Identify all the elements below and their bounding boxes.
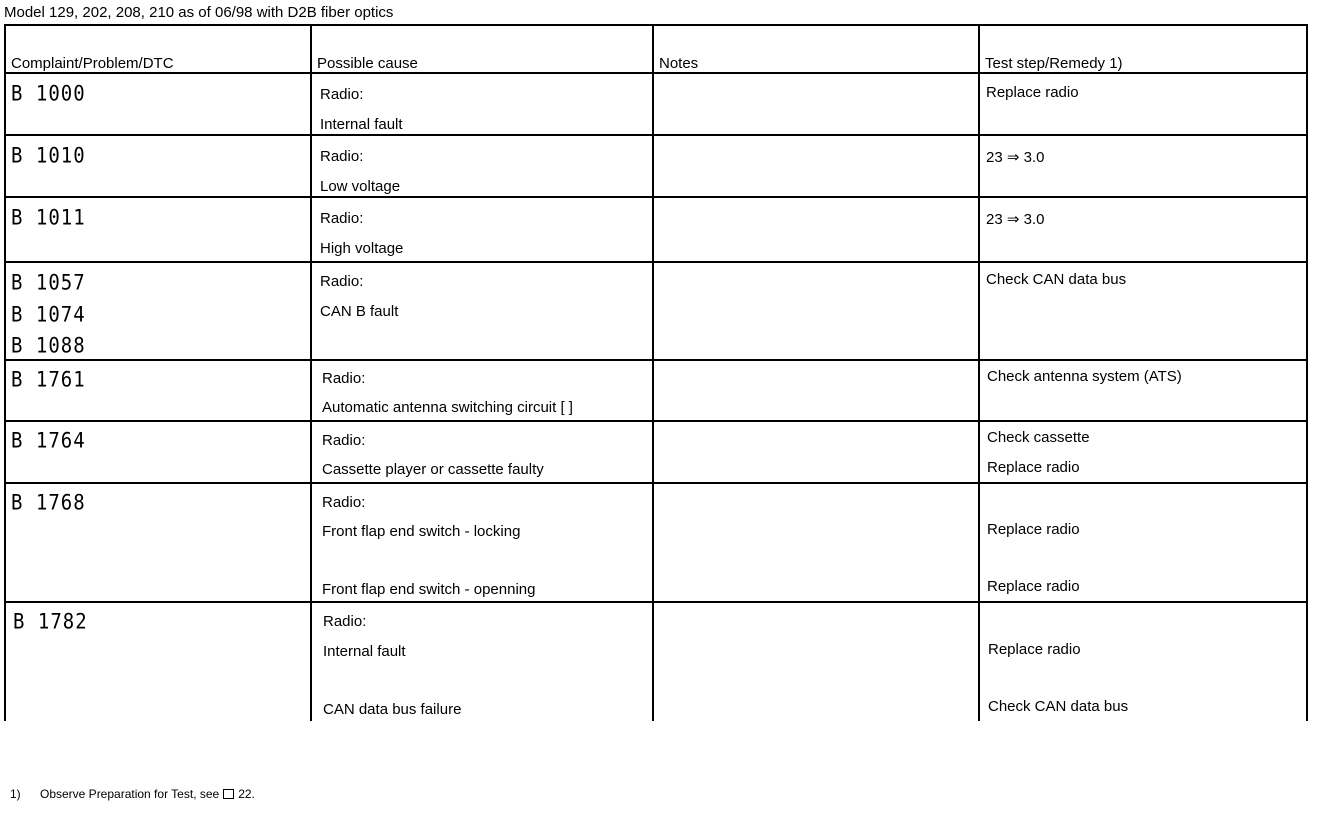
remedy-cell bbox=[979, 483, 1307, 602]
cause-cell bbox=[311, 483, 653, 602]
page-title: Model 129, 202, 208, 210 as of 06/98 with D2B fiber optics bbox=[4, 4, 394, 21]
remedy-cell bbox=[979, 73, 1307, 135]
cause-text: Front flap end switch - locking bbox=[322, 523, 521, 540]
cause-text: Radio: bbox=[320, 273, 364, 290]
cause-text: CAN data bus failure bbox=[323, 701, 462, 718]
header-remedy-label: Test step/Remedy 1) bbox=[985, 55, 1123, 72]
dtc-cell bbox=[5, 360, 311, 421]
remedy-text: Replace radio bbox=[987, 459, 1080, 476]
remedy-cell bbox=[979, 197, 1307, 262]
cause-cell bbox=[311, 262, 653, 360]
cause-text: Front flap end switch - openning bbox=[322, 581, 536, 598]
dtc-cell bbox=[5, 421, 311, 483]
cause-cell bbox=[311, 135, 653, 197]
header-remedy bbox=[979, 25, 1307, 73]
cause-cell bbox=[311, 360, 653, 421]
notes-cell bbox=[653, 602, 979, 721]
cause-text: High voltage bbox=[320, 240, 404, 257]
cause-cell bbox=[311, 197, 653, 262]
remedy-text: Check antenna system (ATS) bbox=[987, 368, 1182, 385]
footnote-text: Observe Preparation for Test, see bbox=[40, 787, 220, 801]
remedy-text: 23 ⇒ 3.0 bbox=[986, 211, 1045, 228]
notes-cell bbox=[653, 262, 979, 360]
notes-cell bbox=[653, 73, 979, 135]
table-row bbox=[5, 360, 1307, 421]
remedy-cell bbox=[979, 135, 1307, 197]
cause-text: Radio: bbox=[322, 494, 366, 511]
table-row bbox=[5, 262, 1307, 360]
remedy-cell bbox=[979, 360, 1307, 421]
footnote-page: 22. bbox=[238, 787, 255, 801]
dtc-cell bbox=[5, 483, 311, 602]
remedy-text: Replace radio bbox=[988, 641, 1081, 658]
dtc-cell bbox=[5, 602, 311, 721]
cause-text: Automatic antenna switching circuit [ ] bbox=[322, 399, 573, 416]
dtc-cell bbox=[5, 135, 311, 197]
table-row bbox=[5, 421, 1307, 483]
cause-cell bbox=[311, 421, 653, 483]
cause-cell bbox=[311, 602, 653, 721]
dtc-table bbox=[4, 24, 1308, 721]
table-row bbox=[5, 135, 1307, 197]
notes-cell bbox=[653, 360, 979, 421]
remedy-text: Check CAN data bus bbox=[988, 698, 1129, 715]
dtc-code: B 1768 bbox=[11, 491, 86, 516]
dtc-cell bbox=[5, 197, 311, 262]
header-complaint-label: Complaint/Problem/DTC bbox=[11, 55, 174, 72]
cause-text: Internal fault bbox=[320, 116, 403, 133]
remedy-text: Replace radio bbox=[986, 84, 1079, 101]
table-row bbox=[5, 73, 1307, 135]
remedy-text: 23 ⇒ 3.0 bbox=[986, 149, 1045, 166]
footnote bbox=[10, 787, 255, 801]
table-row bbox=[5, 483, 1307, 602]
remedy-cell bbox=[979, 262, 1307, 360]
cause-text: CAN B fault bbox=[320, 303, 399, 320]
dtc-code: B 1057 bbox=[11, 271, 86, 296]
cause-text: Internal fault bbox=[323, 643, 406, 660]
cause-text: Low voltage bbox=[320, 178, 401, 195]
dtc-cell bbox=[5, 73, 311, 135]
cause-text: Radio: bbox=[320, 86, 364, 103]
cause-text: Cassette player or cassette faulty bbox=[322, 461, 544, 478]
cause-text: Radio: bbox=[323, 613, 367, 630]
dtc-code: B 1011 bbox=[11, 206, 86, 231]
book-reference-icon bbox=[223, 789, 234, 799]
remedy-text: Replace radio bbox=[987, 521, 1080, 538]
remedy-cell bbox=[979, 421, 1307, 483]
dtc-code: B 1782 bbox=[13, 610, 88, 635]
cause-text: Radio: bbox=[320, 210, 364, 227]
dtc-cell bbox=[5, 262, 311, 360]
dtc-code: B 1761 bbox=[11, 368, 86, 393]
dtc-code: B 1764 bbox=[11, 429, 86, 454]
cause-text: Radio: bbox=[322, 432, 366, 449]
cause-text: Radio: bbox=[322, 370, 366, 387]
table-row bbox=[5, 602, 1307, 721]
cause-cell bbox=[311, 73, 653, 135]
header-complaint bbox=[5, 25, 311, 73]
header-cause bbox=[311, 25, 653, 73]
table-header-row bbox=[5, 25, 1307, 73]
notes-cell bbox=[653, 135, 979, 197]
remedy-text: Check cassette bbox=[987, 429, 1090, 446]
dtc-code: B 1010 bbox=[11, 144, 86, 169]
table-row bbox=[5, 197, 1307, 262]
dtc-code: B 1088 bbox=[11, 334, 86, 359]
remedy-text: Check CAN data bus bbox=[986, 271, 1127, 288]
header-cause-label: Possible cause bbox=[317, 55, 418, 72]
remedy-text: Replace radio bbox=[987, 578, 1080, 595]
dtc-code: B 1000 bbox=[11, 82, 86, 107]
notes-cell bbox=[653, 483, 979, 602]
header-notes-label: Notes bbox=[659, 55, 699, 72]
notes-cell bbox=[653, 421, 979, 483]
header-notes bbox=[653, 25, 979, 73]
cause-text: Radio: bbox=[320, 148, 364, 165]
dtc-code: B 1074 bbox=[11, 303, 86, 328]
notes-cell bbox=[653, 197, 979, 262]
footnote-number: 1) bbox=[10, 787, 21, 801]
remedy-cell bbox=[979, 602, 1307, 721]
